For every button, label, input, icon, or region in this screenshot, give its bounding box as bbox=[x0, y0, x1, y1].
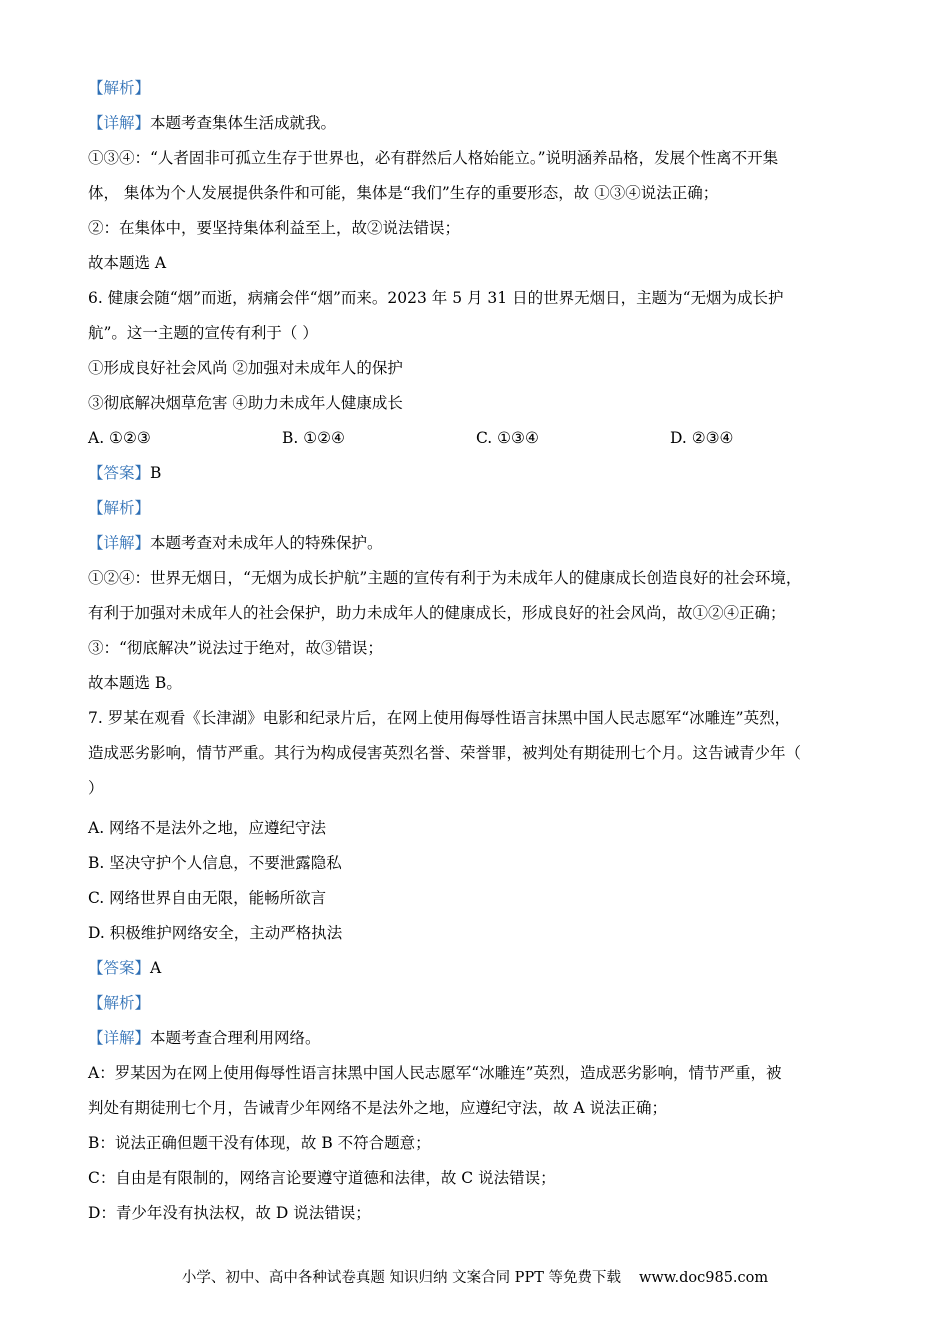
text-line bbox=[88, 673, 182, 693]
line-text: ③彻底解决烟草危害 ④助力未成年人健康成长 bbox=[88, 394, 403, 412]
line-text: A bbox=[150, 959, 162, 977]
text-line bbox=[88, 638, 383, 658]
text-line bbox=[88, 1168, 556, 1188]
text-line bbox=[88, 463, 161, 483]
line-text: ①③④：“人者固非可孤立生存于世界也，必有群然后人格始能立。”说明涵养品格，发展个性离不开集 bbox=[88, 149, 779, 167]
text-line bbox=[88, 993, 150, 1013]
line-text: ②：在集体中，要坚持集体利益至上，故②说法错误； bbox=[88, 219, 461, 237]
text-line bbox=[88, 183, 718, 203]
line-text: 造成恶劣影响，情节严重。其行为构成侵害英烈名誉、荣誉罪，被判处有期徒刑七个月。这告诫青少年（ bbox=[88, 744, 802, 762]
footer-text: 小学、初中、高中各种试卷真题 知识归纳 文案合同 PPT 等免费下载 bbox=[181, 1270, 621, 1286]
section-tag: 【详解】 bbox=[88, 534, 151, 552]
line-text: 本题考查合理利用网络。 bbox=[150, 1029, 321, 1047]
line-text: A：罗某因为在网上使用侮辱性语言抹黑中国人民志愿军“冰雕连”英烈，造成恶劣影响，情节严重，被 bbox=[88, 1064, 782, 1082]
section-tag: 【答案】 bbox=[88, 464, 151, 482]
line-text: 故本题选 B。 bbox=[88, 674, 182, 692]
line-text: 体， 集体为个人发展提供条件和可能，集体是“我们”生存的重要形态，故 ①③④说法正确； bbox=[88, 184, 719, 202]
text-line bbox=[88, 148, 778, 168]
line-text: 本题考查对未成年人的特殊保护。 bbox=[150, 534, 383, 552]
text-line bbox=[88, 393, 403, 413]
text-line bbox=[88, 818, 326, 838]
line-text: B bbox=[150, 464, 162, 482]
section-tag: 【详解】 bbox=[88, 1029, 151, 1047]
text-line bbox=[88, 218, 460, 238]
section-tag: 【解析】 bbox=[88, 499, 151, 517]
line-text: ③：“彻底解决”说法过于绝对，故③错误； bbox=[88, 639, 383, 657]
line-text: D：青少年没有执法权，故 D 说法错误； bbox=[88, 1204, 371, 1222]
text-line bbox=[88, 1133, 431, 1153]
line-text: D. 积极维护网络安全，主动严格执法 bbox=[88, 924, 343, 942]
text-line bbox=[88, 1098, 667, 1118]
footer-url[interactable]: www.doc985.com bbox=[638, 1270, 769, 1286]
line-text: 判处有期徒刑七个月，告诫青少年网络不是法外之地，应遵纪守法，故 A 说法正确； bbox=[88, 1099, 668, 1117]
text-line bbox=[88, 1203, 371, 1223]
line-text: ①形成良好社会风尚 ②加强对未成年人的保护 bbox=[88, 359, 403, 377]
line-text: B. 坚决守护个人信息，不要泄露隐私 bbox=[88, 854, 342, 872]
text-line bbox=[88, 253, 166, 273]
text-line bbox=[88, 708, 790, 728]
line-text: 故本题选 A bbox=[88, 254, 167, 272]
text-line bbox=[88, 323, 318, 343]
text-line bbox=[88, 853, 342, 873]
line-text: ） bbox=[88, 779, 104, 797]
q6-option: C. ①③④ bbox=[476, 429, 539, 447]
line-text: C：自由是有限制的，网络言论要遵守道德和法律，故 C 说法错误； bbox=[88, 1169, 556, 1187]
line-text: 有利于加强对未成年人的社会保护，助力未成年人的健康成长，形成良好的社会风尚，故①②④正确； bbox=[88, 604, 786, 622]
section-tag: 【答案】 bbox=[88, 959, 151, 977]
text-line bbox=[88, 358, 403, 378]
text-line bbox=[88, 778, 104, 798]
section-tag: 【详解】 bbox=[88, 114, 151, 132]
text-line bbox=[88, 533, 383, 553]
text-line bbox=[88, 888, 326, 908]
section-tag: 【解析】 bbox=[88, 994, 151, 1012]
text-line bbox=[88, 498, 150, 518]
line-text: ①②④：世界无烟日，“无烟为成长护航”主题的宣传有利于为未成年人的健康成长创造良好的社会环境， bbox=[88, 569, 802, 587]
line-text: 航”。这一主题的宣传有利于（ ） bbox=[88, 324, 318, 342]
section-tag: 【解析】 bbox=[88, 79, 151, 97]
text-line bbox=[88, 1028, 321, 1048]
page-footer bbox=[0, 1268, 950, 1288]
text-line bbox=[88, 743, 801, 763]
text-line bbox=[88, 568, 801, 588]
line-text: 7. 罗某在观看《长津湖》电影和纪录片后，在网上使用侮辱性语言抹黑中国人民志愿军“冰雕连”英烈， bbox=[88, 709, 791, 727]
line-text: 6. 健康会随“烟”而逝，病痛会伴“烟”而来。2023 年 5 月 31 日的世界无烟日，主题为“无烟为成长护 bbox=[88, 289, 784, 307]
text-line bbox=[88, 288, 784, 308]
q6-option: A. ①②③ bbox=[88, 429, 151, 447]
text-line bbox=[88, 1063, 782, 1083]
text-line bbox=[88, 603, 786, 623]
text-line bbox=[88, 78, 150, 98]
q6-option: B. ①②④ bbox=[282, 429, 345, 447]
text-line bbox=[88, 113, 336, 133]
line-text: 本题考查集体生活成就我。 bbox=[150, 114, 337, 132]
line-text: A. 网络不是法外之地，应遵纪守法 bbox=[88, 819, 327, 837]
q6-option: D. ②③④ bbox=[670, 429, 734, 447]
text-line bbox=[88, 923, 342, 943]
text-line bbox=[88, 958, 161, 978]
line-text: B：说法正确但题干没有体现，故 B 不符合题意； bbox=[88, 1134, 431, 1152]
line-text: C. 网络世界自由无限，能畅所欲言 bbox=[88, 889, 327, 907]
